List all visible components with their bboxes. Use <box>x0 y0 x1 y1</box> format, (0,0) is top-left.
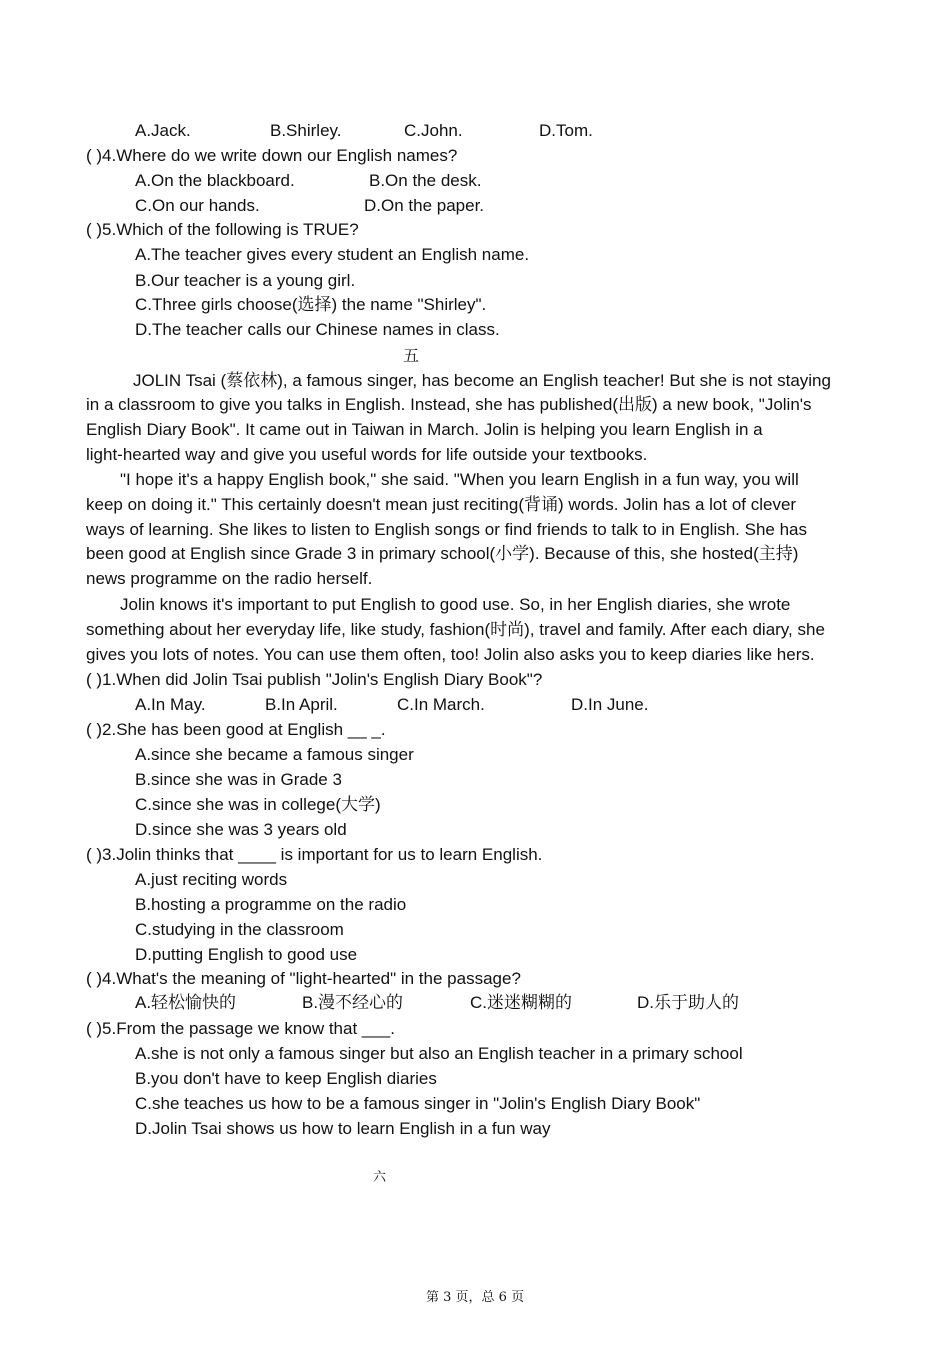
prev-q4-option-d: D.On the paper. <box>364 196 485 215</box>
question-3-option-c: C.studying in the classroom <box>135 920 344 939</box>
question-4-option-c: C.迷迷糊糊的 <box>470 993 572 1012</box>
question-2-option-a: A.since she became a famous singer <box>135 745 414 764</box>
passage-line: English Diary Book". It came out in Taiwan in March. Jolin is helping you learn English in a <box>86 420 763 439</box>
prev-q4-option-b: B.On the desk. <box>369 171 482 190</box>
prev-q5-option-d: D.The teacher calls our Chinese names in class. <box>135 320 500 339</box>
prev-q4-option-a: A.On the blackboard. <box>135 171 295 190</box>
section-six-heading: 六 <box>373 1170 387 1185</box>
prev-q4-option-c: C.On our hands. <box>135 196 260 215</box>
passage-line: news programme on the radio herself. <box>86 569 373 588</box>
question-2-option-b: B.since she was in Grade 3 <box>135 770 342 789</box>
question-1-option-a: A.In May. <box>135 695 206 714</box>
question-5-option-c: C.she teaches us how to be a famous singer in "Jolin's English Diary Book" <box>135 1094 701 1113</box>
prev-q4-stem: ( )4.Where do we write down our English names? <box>86 146 458 165</box>
question-3-option-a: A.just reciting words <box>135 870 288 889</box>
prev-q5-option-b: B.Our teacher is a young girl. <box>135 271 356 290</box>
question-1-option-b: B.In April. <box>265 695 338 714</box>
passage-line: in a classroom to give you talks in English. Instead, she has published(出版) a new book, "Jolin's <box>86 395 812 414</box>
prev-q3-option-d: D.Tom. <box>539 121 593 140</box>
question-1-option-d: D.In June. <box>571 695 649 714</box>
question-5-option-a: A.she is not only a famous singer but also an English teacher in a primary school <box>135 1044 743 1063</box>
prev-q3-option-a: A.Jack. <box>135 121 191 140</box>
question-2-option-d: D.since she was 3 years old <box>135 820 347 839</box>
question-4-option-d: D.乐于助人的 <box>637 993 739 1012</box>
passage-line: gives you lots of notes. You can use them often, too! Jolin also asks you to keep diaries like hers. <box>86 645 815 664</box>
question-2-option-c: C.since she was in college(大学) <box>135 795 381 814</box>
prev-q5-option-a: A.The teacher gives every student an English name. <box>135 245 530 264</box>
prev-q3-option-b: B.Shirley. <box>270 121 342 140</box>
question-4-option-b: B.漫不经心的 <box>302 993 404 1012</box>
page-number-footer: 第 3 页，总 6 页 <box>426 1290 525 1305</box>
question-1-stem: ( )1.When did Jolin Tsai publish "Jolin's English Diary Book"? <box>86 670 543 689</box>
question-3-option-b: B.hosting a programme on the radio <box>135 895 407 914</box>
prev-q5-option-c: C.Three girls choose(选择) the name "Shirley". <box>135 295 487 314</box>
question-5-option-d: D.Jolin Tsai shows us how to learn English in a fun way <box>135 1119 551 1138</box>
passage-line: something about her everyday life, like study, fashion(时尚), travel and family. After each diary, she <box>86 620 825 639</box>
question-3-stem: ( )3.Jolin thinks that ____ is important for us to learn English. <box>86 845 543 864</box>
passage-line: been good at English since Grade 3 in primary school(小学). Because of this, she hosted(主持) <box>86 544 799 563</box>
passage-line: JOLIN Tsai (蔡依林), a famous singer, has become an English teacher! But she is not staying <box>133 371 831 390</box>
section-five-heading: 五 <box>403 346 420 365</box>
question-3-option-d: D.putting English to good use <box>135 945 358 964</box>
passage-line: keep on doing it." This certainly doesn't mean just reciting(背诵) words. Jolin has a lot of clever <box>86 495 797 514</box>
question-1-option-c: C.In March. <box>397 695 485 714</box>
question-5-stem: ( )5.From the passage we know that ___. <box>86 1019 395 1038</box>
passage-line: Jolin knows it's important to put English to good use. So, in her English diaries, she wrote <box>120 595 791 614</box>
prev-q5-stem: ( )5.Which of the following is TRUE? <box>86 220 359 239</box>
question-4-option-a: A.轻松愉快的 <box>135 993 237 1012</box>
passage-line: light-hearted way and give you useful words for life outside your textbooks. <box>86 445 648 464</box>
question-2-stem: ( )2.She has been good at English __ _. <box>86 720 386 739</box>
question-4-stem: ( )4.What's the meaning of "light-hearted" in the passage? <box>86 969 521 988</box>
prev-q3-option-c: C.John. <box>404 121 463 140</box>
passage-line: ways of learning. She likes to listen to English songs or find friends to talk to in English. She has <box>86 520 808 539</box>
passage-line: "I hope it's a happy English book," she said. "When you learn English in a fun way, you will <box>120 470 799 489</box>
question-5-option-b: B.you don't have to keep English diaries <box>135 1069 437 1088</box>
